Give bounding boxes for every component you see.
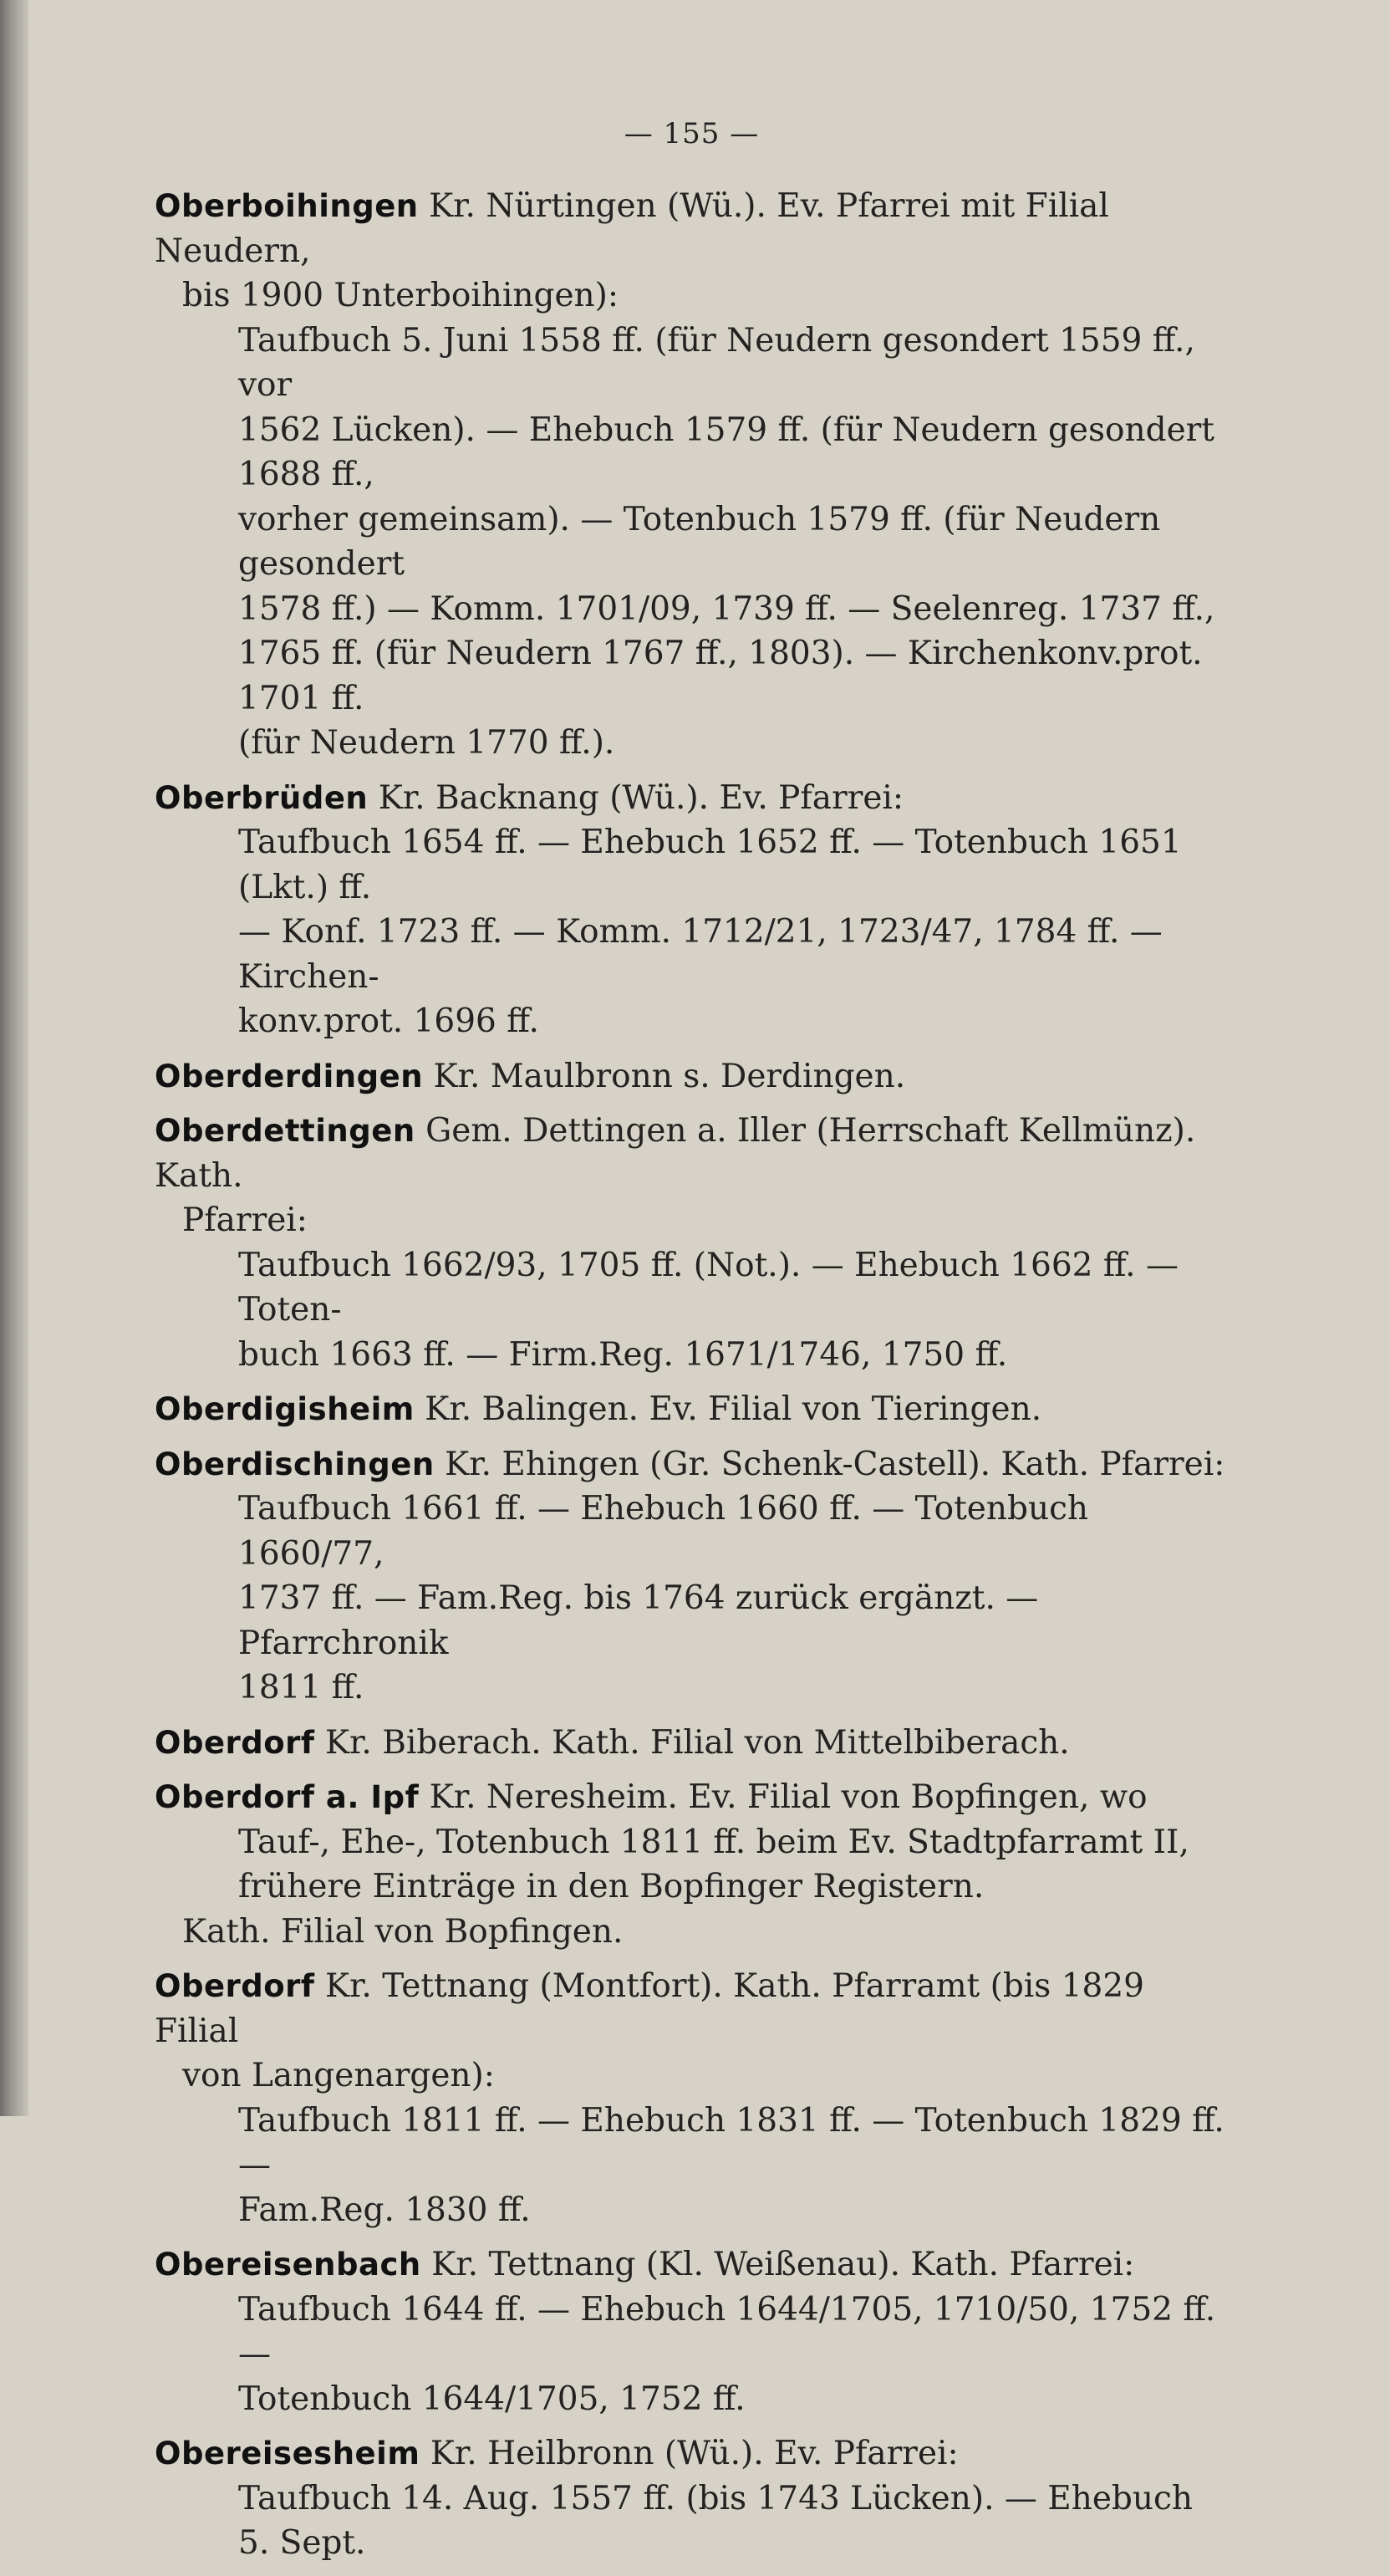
entry-description: Gem. Dettingen a. Iller (Herrschaft Kellmünz). Kath. [155, 1112, 1196, 1195]
entry-description: Kr. Biberach. Kath. Filial von Mittelbiberach. [324, 1723, 1070, 1762]
register-line: konv.prot. 1696 ff. [238, 1002, 539, 1040]
page-number: — 155 — [624, 117, 760, 150]
register-line: Totenbuch 1644/1705, 1752 ff. [238, 2380, 746, 2418]
place-name: Oberdischingen [155, 1446, 435, 1482]
entry-description: Kr. Tettnang (Montfort). Kath. Pfarramt (bis 1829 Filial [155, 1967, 1144, 2050]
place-name: Oberdettingen [155, 1113, 415, 1149]
entry-heading [155, 1442, 1229, 1487]
register-line: 1737 ff. — Fam.Reg. bis 1764 zurück ergänzt. — Pfarrchronik [238, 1579, 1039, 1662]
book-page [155, 0, 1229, 2562]
entry-description: Kr. Backnang (Wü.). Ev. Pfarrei: [378, 778, 904, 817]
entry-heading [155, 1387, 1229, 1432]
entry-oberdischingen [155, 1442, 1229, 1711]
entry-list [155, 184, 1229, 2576]
entry-oberdigisheim [155, 1387, 1229, 1432]
place-name: Oberbrüden [155, 779, 369, 816]
register-line: 1811 ff. [238, 1669, 364, 1706]
entry-heading [155, 776, 1229, 821]
entry-description: Kr. Maulbronn s. Derdingen. [433, 1057, 906, 1095]
register-line: Taufbuch 14. Aug. 1557 ff. (bis 1743 Lücken). — Ehebuch 5. Sept. [238, 2479, 1193, 2562]
entry-heading [155, 1109, 1229, 1198]
register-line: buch 1663 ff. — Firm.Reg. 1671/1746, 1750 ff. [238, 1335, 1008, 1374]
entry-description-continued: bis 1900 Unterboihingen): [182, 277, 619, 314]
entry-description: Kr. Nürtingen (Wü.). Ev. Pfarrei mit Filial Neudern, [155, 187, 1109, 270]
register-line: 1765 ff. (für Neudern 1767 ff., 1803). — Kirchenkonv.prot. 1701 ff. [238, 635, 1203, 717]
entry-sub-note: Kath. Filial von Bopfingen. [182, 1912, 624, 1951]
entry-oberdorf-biberach [155, 1721, 1229, 1766]
entry-oberdettingen [155, 1109, 1229, 1377]
register-line: frühere Einträge in den Bopfinger Registern. [238, 1868, 985, 1905]
register-line: Tauf-, Ehe-, Totenbuch 1811 ff. beim Ev. Stadtpfarramt II, [238, 1823, 1189, 1861]
entry-description: Kr. Heilbronn (Wü.). Ev. Pfarrei: [430, 2435, 959, 2472]
register-line: Taufbuch 1811 ff. — Ehebuch 1831 ff. — Totenbuch 1829 ff. — [238, 2101, 1225, 2184]
register-line: 1562 Lücken). — Ehebuch 1579 ff. (für Neudern gesondert 1688 ff., [238, 411, 1214, 493]
entry-heading [155, 1721, 1229, 1766]
register-line: — Konf. 1723 ff. — Komm. 1712/21, 1723/47, 1784 ff. — Kirchen- [238, 913, 1163, 996]
place-name: Oberdorf a. Ipf [155, 1779, 420, 1815]
entry-obereisenbach [155, 2242, 1229, 2421]
register-line: vorher gemeinsam). — Totenbuch 1579 ff. (für Neudern gesondert [238, 500, 1161, 583]
register-line: Taufbuch 1661 ff. — Ehebuch 1660 ff. — Totenbuch 1660/77, [238, 1490, 1089, 1573]
entry-description-continued: von Langenargen): [182, 2057, 495, 2094]
entry-oberboihingen [155, 184, 1229, 766]
place-name: Obereisenbach [155, 2247, 421, 2283]
place-name: Obereisesheim [155, 2436, 420, 2471]
entry-description-continued: Pfarrei: [182, 1201, 308, 1239]
place-name: Oberboihingen [155, 188, 419, 224]
place-name: Oberdorf [155, 1968, 315, 2004]
entry-oberderdingen [155, 1054, 1229, 1099]
place-name: Oberdorf [155, 1724, 315, 1761]
register-line: Taufbuch 5. Juni 1558 ff. (für Neudern gesondert 1559 ff., vor [238, 321, 1195, 404]
entry-oberbrueden [155, 776, 1229, 1044]
entry-description: Kr. Ehingen (Gr. Schenk-Castell). Kath. Pfarrei: [445, 1445, 1225, 1483]
entry-heading [155, 2431, 1229, 2477]
register-line: Taufbuch 1662/93, 1705 ff. (Not.). — Ehebuch 1662 ff. — Toten- [238, 1246, 1179, 1329]
entry-heading [155, 2242, 1229, 2288]
entry-oberdorf-ipf [155, 1775, 1229, 1954]
entry-obereisesheim [155, 2431, 1229, 2566]
register-line: Taufbuch 1654 ff. — Ehebuch 1652 ff. — Totenbuch 1651 (Lkt.) ff. [238, 824, 1182, 906]
place-name: Oberderdingen [155, 1058, 424, 1094]
entry-description: Kr. Neresheim. Ev. Filial von Bopfingen, wo [429, 1778, 1148, 1816]
register-line: Taufbuch 1644 ff. — Ehebuch 1644/1705, 1710/50, 1752 ff. — [238, 2290, 1216, 2373]
entry-oberdorf-tettnang [155, 1964, 1229, 2232]
entry-description: Kr. Balingen. Ev. Filial von Tieringen. [425, 1390, 1042, 1428]
entry-heading [155, 184, 1229, 273]
scan-binding-edge [0, 0, 28, 2116]
entry-heading [155, 1054, 1229, 1099]
entry-heading [155, 1964, 1229, 2053]
register-line: (für Neudern 1770 ff.). [238, 724, 615, 762]
register-line: Fam.Reg. 1830 ff. [238, 2191, 531, 2229]
entry-heading [155, 1775, 1229, 1820]
place-name: Oberdigisheim [155, 1391, 415, 1427]
entry-description: Kr. Tettnang (Kl. Weißenau). Kath. Pfarrei: [431, 2246, 1135, 2283]
register-line: 1578 ff.) — Komm. 1701/09, 1739 ff. — Seelenreg. 1737 ff., [238, 589, 1215, 628]
